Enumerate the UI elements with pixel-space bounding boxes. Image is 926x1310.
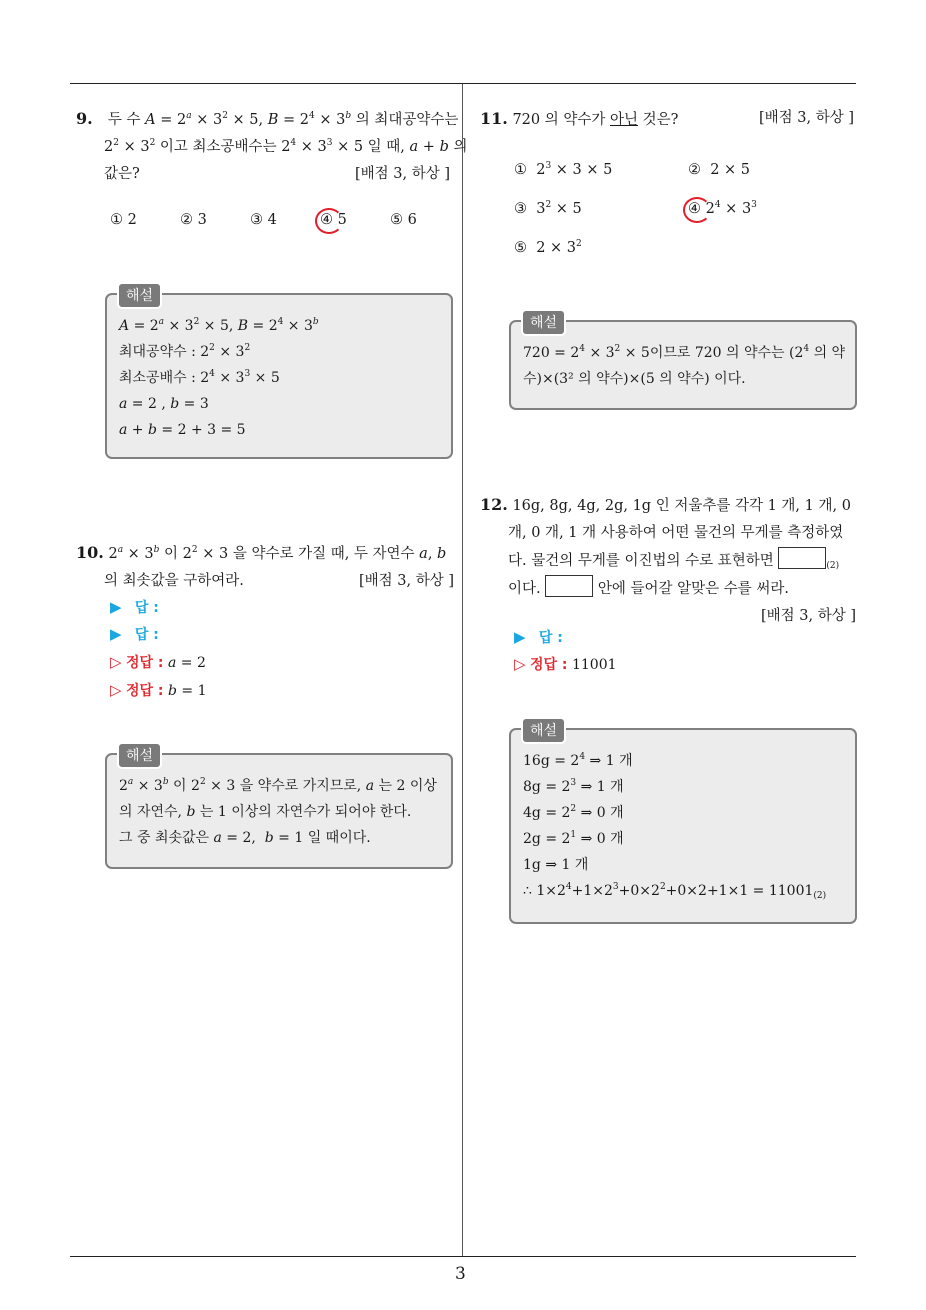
q9-expl-line2: 최대공약수 : $2^2 \times 3^2$ <box>119 343 251 360</box>
q12-correct: ▷ 정답 : 11001 <box>514 655 617 673</box>
q9-question: 9. 두 수 $A = 2^a \times 3^2 \times 5$, $B = 2^4 \times 3^b$ 의 최대공약수는 $2^2 \times 3^2$ 이고 최소공배수는 $2^4 \times 3^3 \times 5$ 일 때, a + b 의 값은? [배점 3, 하상 ] <box>76 105 454 188</box>
q9-option-5[interactable]: ⑤ 6 <box>390 212 417 228</box>
q12-blank-1[interactable] <box>778 547 826 569</box>
q10-explanation-label: 해설 <box>117 742 162 769</box>
q12-blank-2[interactable] <box>545 575 593 597</box>
q11-score: [배점 3, 하상 ] <box>758 110 854 126</box>
play-icon: ▶ <box>110 598 122 616</box>
q9-line2-b: 일 때, <box>363 139 410 155</box>
q11-number: 11. <box>480 109 508 128</box>
bottom-rule <box>70 1256 856 1257</box>
q9-line2-a: 이고 최소공배수는 <box>155 139 282 155</box>
q11-explanation-label: 해설 <box>521 309 566 336</box>
q10-answer-1[interactable]: ▶ 답 : <box>110 598 159 616</box>
q11-option-4[interactable]: ④ $2^4 \times 3^3$ <box>688 200 757 217</box>
q9-line1-pre: 두 수 <box>107 112 146 128</box>
q12-question: 12. 16g, 8g, 4g, 2g, 1g 인 저울추를 각각 1 개, 1 개, 0 개, 0 개, 1 개 사용하여 어떤 물건의 무게를 측정하였 다. 물건의 무게를 이진법의 수로 표현하면 $_{(2)}$ 이다. 안에 들어갈 알맞은 수를 써라. [배점 3, 하상 ] <box>480 491 860 630</box>
q11-option-5[interactable]: ⑤ $2 \times 3^2$ <box>514 239 582 256</box>
q9-option-1[interactable]: ① 2 <box>110 212 137 228</box>
q10-question: 10. $2^a \times 3^b$ 이 $2^2 \times 3$ 을 약수로 가질 때, 두 자연수 a, b 의 최솟값을 구하여라. [배점 3, 하상 ] <box>76 539 454 595</box>
q9-explanation-box <box>105 293 453 459</box>
q11-option-1[interactable]: ① $2^3 \times 3 \times 5$ <box>514 161 613 178</box>
q9-line3: 값은? <box>104 166 140 182</box>
play-icon: ▶ <box>110 625 122 643</box>
triangle-outline-icon: ▷ <box>110 681 122 699</box>
q11-option-3[interactable]: ③ $3^2 \times 5$ <box>514 200 582 217</box>
q12-explanation-box: $16g = 2^4$ ⇒ 1 개 $8g = 2^3$ ⇒ 1 개 $4g = 2^2$ ⇒ 0 개 $2g = 2^1$ ⇒ 0 개 1g ⇒ 1 개 ∴ $1\times 2^4+1\times 2^3+0\times 2^2+0\times 2+1\times 1 = 11001_{(2)}$ <box>509 728 857 924</box>
triangle-outline-icon: ▷ <box>110 653 122 671</box>
q9-option-3[interactable]: ③ 4 <box>250 212 277 228</box>
q9-expl-line3: 최소공배수 : $2^4 \times 3^3 \times 5$ <box>119 369 280 386</box>
q10-line2: 의 최솟값을 구하여라. <box>104 573 244 589</box>
column-divider <box>462 84 463 1256</box>
page-number: 3 <box>455 1264 466 1284</box>
q10-score: [배점 3, 하상 ] <box>358 573 454 589</box>
q9-option-4[interactable]: ④ 5 <box>320 212 347 228</box>
q12-score: [배점 3, 하상 ] <box>760 608 856 624</box>
triangle-outline-icon: ▷ <box>514 655 526 673</box>
q9-expl-line5: a + b = 2 + 3 = 5 <box>119 422 246 438</box>
q11-option-2[interactable]: ② 2 × 5 <box>688 162 751 178</box>
q10-correct-2: ▷ 정답 : b = 1 <box>110 681 207 699</box>
q10-number: 10. <box>76 543 104 562</box>
q9-option-2[interactable]: ② 3 <box>180 212 207 228</box>
q9-explanation-label: 해설 <box>117 282 162 309</box>
q9-line2-c: 의 <box>448 139 468 155</box>
top-rule <box>70 83 856 84</box>
q9-expl-line1: $A = 2^a \times 3^2 \times 5$, $B = 2^4 \times 3^b$ <box>119 317 319 334</box>
q12-number: 12. <box>480 495 508 514</box>
q9-line1-mid: 의 최대공약수는 <box>351 112 459 128</box>
q10-explanation-box: $2^a \times 3^b$ 이 $2^2 \times 3$ 을 약수로 가지므로, a 는 2 이상 의 자연수, b 는 1 이상의 자연수가 되어야 한다. 그 중 최솟값은 a = 2, b = 1 일 때이다. <box>105 753 453 869</box>
q9-number: 9. <box>76 109 93 128</box>
q9-expl-line4: a = 2 , b = 3 <box>119 396 209 412</box>
q11-question: 11. 720 의 약수가 아닌 것은? [배점 3, 하상 ] <box>480 105 858 134</box>
q11-answer-mark <box>683 197 711 223</box>
q12-explanation-label: 해설 <box>521 717 566 744</box>
play-icon: ▶ <box>514 628 526 646</box>
q10-correct-1: ▷ 정답 : a = 2 <box>110 653 206 671</box>
q9-answer-mark <box>315 208 343 234</box>
q11-explanation-box: $720 = 2^4 \times 3^2 \times 5$이므로 720 의 약수는 ($2^4$ 의 약 수)×(3² 의 약수)×(5 의 약수) 이다. <box>509 320 857 410</box>
q12-answer[interactable]: ▶ 답 : <box>514 628 563 646</box>
q10-answer-2[interactable]: ▶ 답 : <box>110 625 159 643</box>
q9-score: [배점 3, 하상 ] <box>354 166 450 182</box>
